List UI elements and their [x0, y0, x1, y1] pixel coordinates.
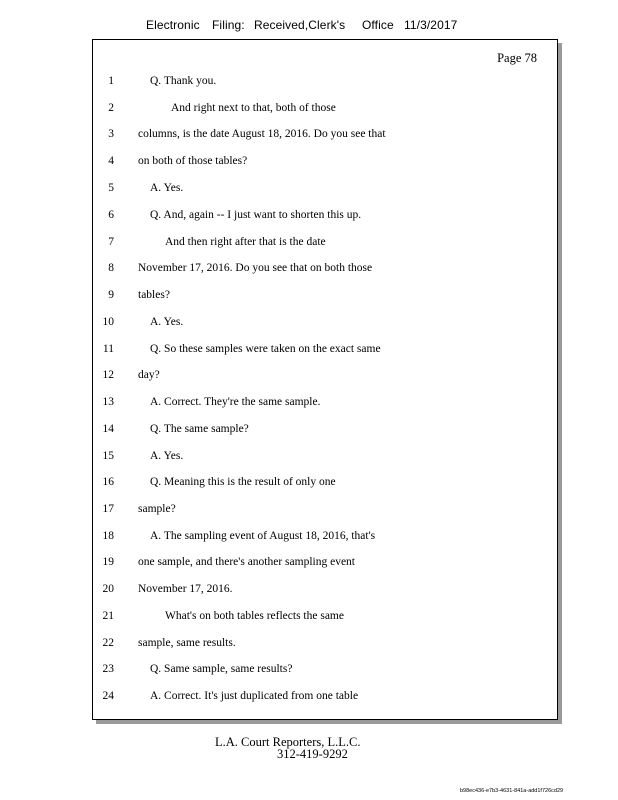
transcript-line [93, 663, 559, 683]
line-number: 11 [102, 343, 114, 355]
line-text: A. Yes. [150, 450, 184, 462]
line-text: What's on both tables reflects the same [165, 610, 344, 622]
transcript-line [93, 236, 559, 256]
line-text: A. Yes. [150, 316, 184, 328]
line-number: 17 [102, 503, 114, 515]
line-number: 18 [102, 530, 114, 542]
line-text: sample, same results. [138, 637, 236, 649]
line-number: 23 [102, 663, 114, 675]
transcript-line [93, 343, 559, 363]
line-number: 5 [108, 182, 114, 194]
line-text: sample? [138, 503, 176, 515]
line-text: A. Yes. [150, 182, 184, 194]
transcript-page [92, 39, 558, 720]
line-text: one sample, and there's another sampling event [138, 556, 355, 568]
line-text: November 17, 2016. [138, 583, 233, 595]
transcript-line [93, 155, 559, 175]
transcript-line [93, 583, 559, 603]
transcript-line [93, 316, 559, 336]
transcript-line [93, 556, 559, 576]
line-number: 21 [102, 610, 114, 622]
line-number: 16 [102, 476, 114, 488]
line-text: Q. The same sample? [150, 423, 249, 435]
line-text: day? [138, 369, 160, 381]
line-number: 8 [108, 262, 114, 274]
line-text: Q. And, again -- I just want to shorten this up. [150, 209, 362, 221]
line-number: 9 [108, 289, 114, 301]
line-text: Q. Same sample, same results? [150, 663, 293, 675]
transcript-line [93, 503, 559, 523]
document-id: b98ec436-e7b3-4631-841a-add1f726cd29 [460, 788, 564, 794]
line-text: Q. Thank you. [150, 75, 217, 87]
line-number: 4 [108, 155, 114, 167]
line-text: And right next to that, both of those [171, 102, 336, 114]
transcript-line [93, 476, 559, 496]
filing-stamp-word: Office [362, 18, 394, 32]
transcript-line [93, 610, 559, 630]
filing-stamp-word: Received,Clerk's [254, 18, 346, 32]
filing-stamp-word: Electronic [146, 18, 200, 32]
transcript-line [93, 262, 559, 282]
transcript-line [93, 289, 559, 309]
transcript-line [93, 182, 559, 202]
transcript-line [93, 396, 559, 416]
transcript-line [93, 530, 559, 550]
line-text: on both of those tables? [138, 155, 248, 167]
transcript-line [93, 128, 559, 148]
line-number: 15 [102, 450, 114, 462]
line-number: 12 [102, 369, 114, 381]
filing-stamp-date: 11/3/2017 [404, 18, 458, 32]
line-number: 19 [102, 556, 114, 568]
transcript-line [93, 690, 559, 710]
line-number: 2 [108, 102, 114, 114]
line-number: 20 [102, 583, 114, 595]
transcript-line [93, 450, 559, 470]
line-number: 6 [108, 209, 114, 221]
line-number: 10 [102, 316, 114, 328]
line-text: tables? [138, 289, 170, 301]
line-text: And then right after that is the date [165, 236, 326, 248]
transcript-line [93, 75, 559, 95]
line-number: 1 [108, 75, 114, 87]
court-reporter-name: L.A. Court Reporters, L.L.C. [215, 735, 361, 749]
transcript-line [93, 102, 559, 122]
transcript-line [93, 423, 559, 443]
line-text: Q. Meaning this is the result of only one [150, 476, 336, 488]
line-text: A. The sampling event of August 18, 2016, that's [150, 530, 376, 542]
line-text: A. Correct. It's just duplicated from one table [150, 690, 359, 702]
page-number: Page 78 [497, 51, 537, 65]
court-reporter-phone: 312-419-9292 [277, 747, 348, 761]
line-number: 7 [108, 236, 114, 248]
line-text: columns, is the date August 18, 2016. Do you see that [138, 128, 386, 140]
line-number: 24 [102, 690, 114, 702]
line-number: 3 [108, 128, 114, 140]
filing-stamp-word: Filing: [212, 18, 245, 32]
line-text: Q. So these samples were taken on the exact same [150, 343, 381, 355]
line-text: November 17, 2016. Do you see that on both those [138, 262, 373, 274]
transcript-line [93, 369, 559, 389]
line-text: A. Correct. They're the same sample. [150, 396, 321, 408]
transcript-line [93, 637, 559, 657]
line-number: 14 [102, 423, 114, 435]
line-number: 22 [102, 637, 114, 649]
transcript-line [93, 209, 559, 229]
line-number: 13 [102, 396, 114, 408]
